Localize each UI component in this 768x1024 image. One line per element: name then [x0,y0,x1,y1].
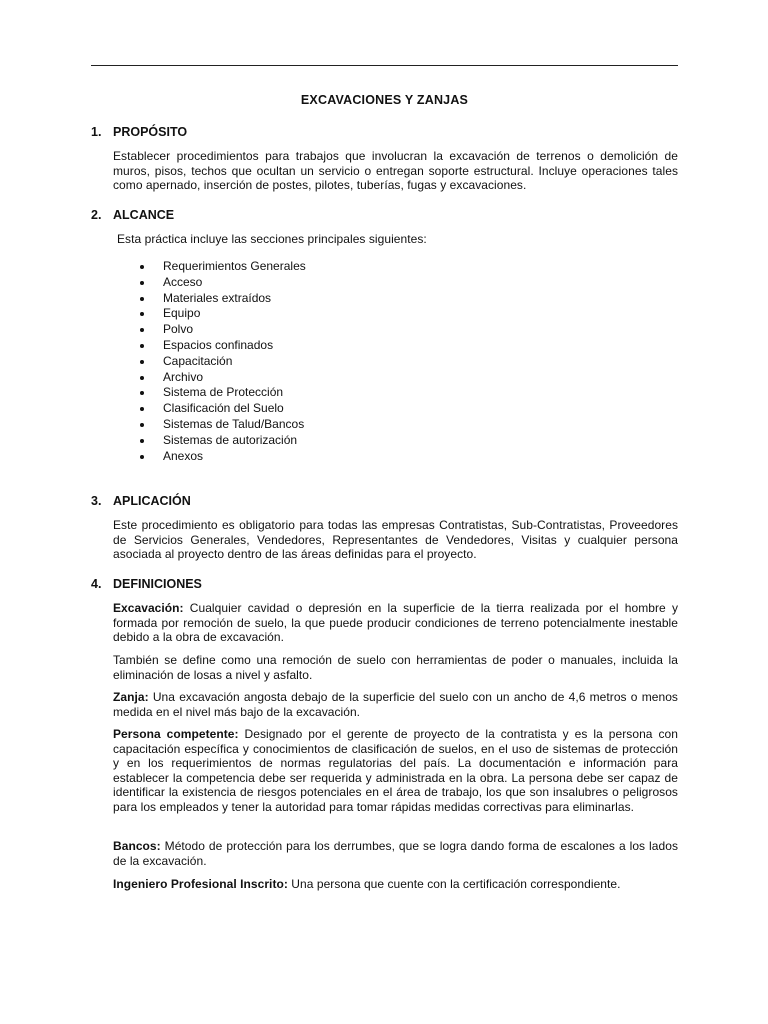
definition-text: Una excavación angosta debajo de la superficie del suelo con un ancho de 4,6 metros o menos medida en el nivel más bajo de la excavación. [113,690,678,719]
definition-term: Bancos: [113,839,161,853]
definition-bancos [113,839,678,868]
definition-text: Método de protección para los derrumbes, que se logra dando forma de escalones a los lados de la excavación. [113,839,678,868]
bullet-icon [140,455,144,459]
definition-term: Zanja: [113,690,149,704]
section-text-proposito: Establecer procedimientos para trabajos que involucran la excavación de terrenos o demolición de muros, pisos, techos que ocultan un servicio o entregan soporte estructural. Incluye operaciones tales como apernado, inserción de postes, pilotes, tuberías, fugas y excavaciones. [113,149,678,193]
bullet-icon [140,360,144,364]
section-heading-definiciones [91,577,202,591]
list-item: Materiales extraídos [135,291,306,307]
section-title: PROPÓSITO [113,125,188,139]
definition-excavacion [113,601,678,645]
list-item: Sistemas de autorización [135,433,306,449]
definition-term: Excavación: [113,601,184,615]
section-heading-alcance [91,208,174,222]
definition-ingeniero [113,877,678,892]
section-heading-proposito [91,125,187,139]
bullet-icon [140,376,144,380]
section-number: 1. [91,125,102,139]
section-text-alcance: Esta práctica incluye las secciones principales siguientes: [117,232,427,246]
list-item: Polvo [135,322,306,338]
definition-text: Una persona que cuente con la certificación correspondiente. [287,877,621,891]
bullet-icon [140,439,144,443]
definition-text: Cualquier cavidad o depresión en la superficie de la tierra realizada por el hombre y formada por remoción de suelo, la que puede producir condiciones de terreno potencialmente inestable debido a la obra de excavación. [113,601,678,645]
header-rule [91,65,678,66]
list-item: Capacitación [135,354,306,370]
section-number: 2. [91,208,102,222]
definition-text: También se define como una remoción de suelo con herramientas de poder o manuales, incluida la eliminación de losas a nivel y asfalto. [113,653,678,682]
section-text-aplicacion: Este procedimiento es obligatorio para todas las empresas Contratistas, Sub-Contratistas, Proveedores de Servicios Generales, Vendedores, Representantes de Vendedores, Visitas y cualquier persona asociada al proyecto dentro de las áreas definidas para el proyecto. [113,518,678,562]
bullet-icon [140,312,144,316]
list-item: Requerimientos Generales [135,259,306,275]
section-number: 3. [91,494,102,508]
list-item: Sistemas de Talud/Bancos [135,417,306,433]
bullet-icon [140,407,144,411]
list-item: Archivo [135,370,306,386]
section-title: APLICACIÓN [113,494,191,508]
document-title: EXCAVACIONES Y ZANJAS [300,93,469,107]
bullet-icon [140,423,144,427]
section-title: DEFINICIONES [113,577,202,591]
definition-term: Persona competente: [113,727,239,741]
bullet-icon [140,391,144,395]
list-item: Acceso [135,275,306,291]
section-heading-aplicacion [91,494,191,508]
bullet-icon [140,297,144,301]
definition-zanja [113,690,678,719]
bullet-icon [140,281,144,285]
definition-term: Ingeniero Profesional Inscrito: [113,877,288,891]
definition-text: Designado por el gerente de proyecto de la contratista y es la persona con capacitación específica y conocimientos de clasificación de suelos, en el uso de sistemas de protección y en los requerimientos de normas regulatorias del país. La documentación e información para establecer la competencia debe ser requerida y administrada en la obra. La persona debe ser capaz de identificar la existencia de riesgos potenciales en el área de trabajo, los que son insalubres o peligrosos para los empleados y tener la autoridad para tomar rápidas medidas correctivas para eliminarlas. [113,727,678,814]
bullet-icon [140,328,144,332]
list-item: Sistema de Protección [135,385,306,401]
definition-persona-competente [113,727,678,815]
list-item: Anexos [135,449,306,465]
list-item: Clasificación del Suelo [135,401,306,417]
section-number: 4. [91,577,102,591]
alcance-list [135,259,306,464]
section-title: ALCANCE [113,208,175,222]
list-item: Equipo [135,306,306,322]
bullet-icon [140,265,144,269]
bullet-icon [140,344,144,348]
definition-excavacion-extra [113,653,678,682]
list-item: Espacios confinados [135,338,306,354]
